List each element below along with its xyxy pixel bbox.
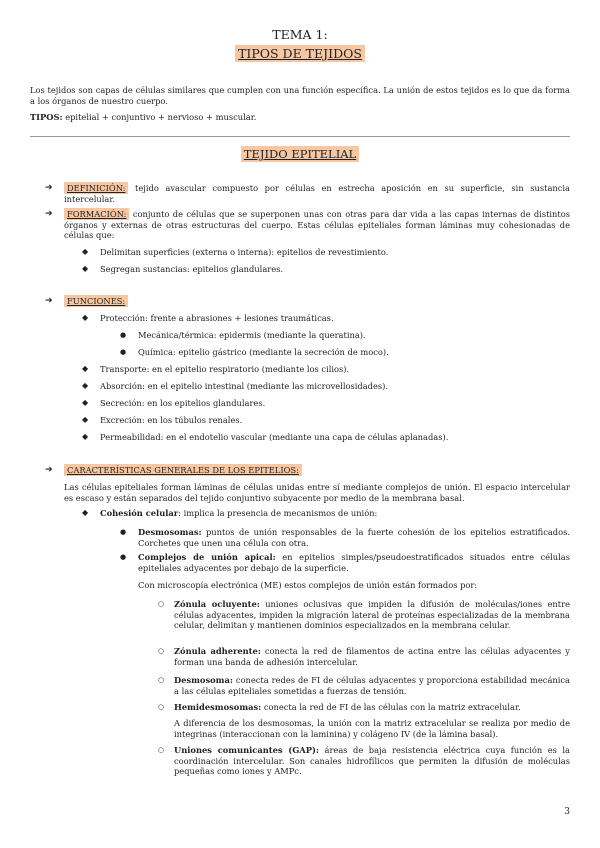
gap-text: áreas de baja resistencia eléctrica cuya función es la coordinación intercelular. Son canales hidrofílicos que permiten la difusión de moléculas pequeñas como iones y AMPc. — [174, 745, 570, 776]
arrow-icon: ➔ — [45, 465, 53, 475]
circle-bullet-icon: ○ — [158, 703, 165, 711]
circle-bullet-icon: ○ — [158, 600, 165, 608]
cohesion-label: Cohesión celular — [100, 508, 179, 518]
cohesion-text: : implica la presencia de mecanismos de unión: — [178, 508, 378, 518]
diamond-bullet-icon: ◆ — [82, 247, 89, 256]
gap-item — [174, 745, 570, 777]
list-item: Secreción: en los epitelios glandulares. — [100, 398, 266, 408]
arrow-icon: ➔ — [45, 183, 53, 193]
complejos-text: en epitelios simples/pseudoestratificados situados entre células epiteliales adyacentes por debajo de la superficie. — [138, 552, 570, 573]
diamond-bullet-icon: ◆ — [82, 264, 89, 273]
tema-heading: TEMA 1: — [272, 27, 328, 42]
desmosoma-item — [174, 675, 570, 696]
intro-paragraph: Los tejidos son capas de células similares que cumplen con una función específica. La unión de estos tejidos es lo que da forma a los órganos de nuestro cuerpo. — [30, 85, 570, 106]
funciones-label: FUNCIONES: — [64, 295, 128, 307]
caracteristicas-item — [64, 465, 570, 476]
definicion-text: tejido avascular compuesto por células en estrecha aposición en su superficie, sin sustancia intercelular. — [64, 183, 570, 204]
me-text: Con microscopía electrónica (ME) estos complejos de unión están formados por: — [138, 580, 478, 590]
diamond-bullet-icon: ◆ — [82, 364, 89, 373]
divider — [30, 136, 570, 137]
complejos-label: Complejos de unión apical: — [138, 552, 276, 562]
desmosomas-text: puntos de unión responsables de la fuerte cohesión de los epitelios estratificados. Corchetes que unen una célula con otra. — [138, 527, 570, 548]
list-item: Segregan sustancias: epitelios glandulares. — [100, 264, 284, 274]
formacion-item — [64, 209, 570, 241]
formacion-label: FORMACIÓN: — [64, 208, 129, 220]
caracteristicas-intro: Las células epiteliales forman láminas de células unidas entre sí mediante complejos de unión. El espacio intercelular es escaso y están separados del tejido conjuntivo subyacente por medio de la membrana basal. — [64, 482, 570, 503]
zonula-ocluyente-text: uniones oclusivas que impiden la difusión de moléculas/iones entre células adyacentes, impiden la migración lateral de proteínas especializadas de la membrana celular, delimitan y mantienen dominios especializados en la membrana celular. — [174, 599, 570, 630]
page-title-text: TIPOS DE TEJIDOS — [235, 45, 365, 62]
gap-label: Uniones comunicantes (GAP): — [174, 745, 319, 755]
circle-bullet-icon: ○ — [158, 746, 165, 754]
zonula-ocluyente-label: Zónula ocluyente: — [174, 599, 260, 609]
diamond-bullet-icon: ◆ — [82, 313, 89, 322]
tipos-text: epitelial + conjuntivo + nervioso + muscular. — [62, 112, 257, 122]
list-item: Permeabilidad: en el endotelio vascular (mediante una capa de células aplanadas). — [100, 432, 449, 442]
page-title — [0, 46, 600, 61]
tipos-line — [30, 112, 570, 123]
complejos-item — [138, 552, 570, 573]
dot-bullet-icon: ● — [120, 528, 127, 536]
funciones-item — [64, 296, 570, 307]
desmosomas-label: Desmosomas: — [138, 527, 202, 537]
list-item: Delimitan superficies (externa o interna): epitelios de revestimiento. — [100, 247, 389, 257]
arrow-icon: ➔ — [45, 296, 53, 306]
zonula-ocluyente-item — [174, 599, 570, 631]
diamond-bullet-icon: ◆ — [82, 381, 89, 390]
zonula-adherente-label: Zónula adherente: — [174, 646, 261, 656]
diamond-bullet-icon: ◆ — [82, 398, 89, 407]
diamond-bullet-icon: ◆ — [82, 432, 89, 441]
dot-bullet-icon: ● — [120, 331, 127, 339]
diamond-bullet-icon: ◆ — [82, 415, 89, 424]
circle-bullet-icon: ○ — [158, 647, 165, 655]
definicion-label: DEFINICIÓN: — [64, 182, 128, 194]
definicion-item — [64, 183, 570, 204]
desmosoma-text: conecta redes de FI de células adyacentes y proporciona estabilidad mecánica a las células epiteliales sometidas a fuerzas de tensión. — [174, 675, 570, 696]
list-item: Química: epitelio gástrico (mediante la secreción de moco). — [138, 347, 389, 357]
desmosoma-label: Desmosoma: — [174, 675, 233, 685]
caracteristicas-label: CARACTERÍSTICAS GENERALES DE LOS EPITELIOS: — [64, 464, 302, 476]
hemidesmosomas-extra: A diferencia de los desmosomas, la unión con la matriz extracelular se realiza por medio de integrinas (interaccionan con la laminina) y colágeno IV (de la lámina basal). — [174, 718, 570, 739]
section-title-text: TEJIDO EPITELIAL — [241, 146, 359, 162]
arrow-icon: ➔ — [45, 209, 53, 219]
section-title — [0, 147, 600, 161]
dot-bullet-icon: ● — [120, 553, 127, 561]
cohesion-item — [100, 508, 570, 519]
list-item: Mecánica/térmica: epidermis (mediante la queratina). — [138, 330, 366, 340]
tipos-label: TIPOS: — [30, 112, 63, 122]
zonula-adherente-item — [174, 646, 570, 667]
list-item: Transporte: en el epitelio respiratorio (mediante los cilios). — [100, 364, 350, 374]
diamond-bullet-icon: ◆ — [82, 508, 89, 517]
hemidesmosomas-text: conecta la red de FI de las células con la matriz extracelular. — [261, 702, 521, 712]
desmosomas-item — [138, 527, 570, 548]
circle-bullet-icon: ○ — [158, 676, 165, 684]
zonula-adherente-text: conecta la red de filamentos de actina entre las células adyacentes y forman una banda de adhesión intercelular. — [174, 646, 570, 667]
page-number: 3 — [564, 807, 570, 817]
dot-bullet-icon: ● — [120, 348, 127, 356]
list-item: Protección: frente a abrasiones + lesiones traumáticas. — [100, 313, 334, 323]
formacion-text: conjunto de células que se superponen unas con otras para dar vida a las capas internas de distintos órganos y externas de otras estructuras del cuerpo. Estas células epiteliales forman láminas muy cohesionadas de células que: — [64, 209, 570, 240]
hemidesmosomas-item — [174, 702, 570, 713]
list-item: Excreción: en los túbulos renales. — [100, 415, 243, 425]
hemidesmosomas-label: Hemidesmosomas: — [174, 702, 262, 712]
list-item: Absorción: en el epitelio intestinal (mediante las microvellosidades). — [100, 381, 389, 391]
